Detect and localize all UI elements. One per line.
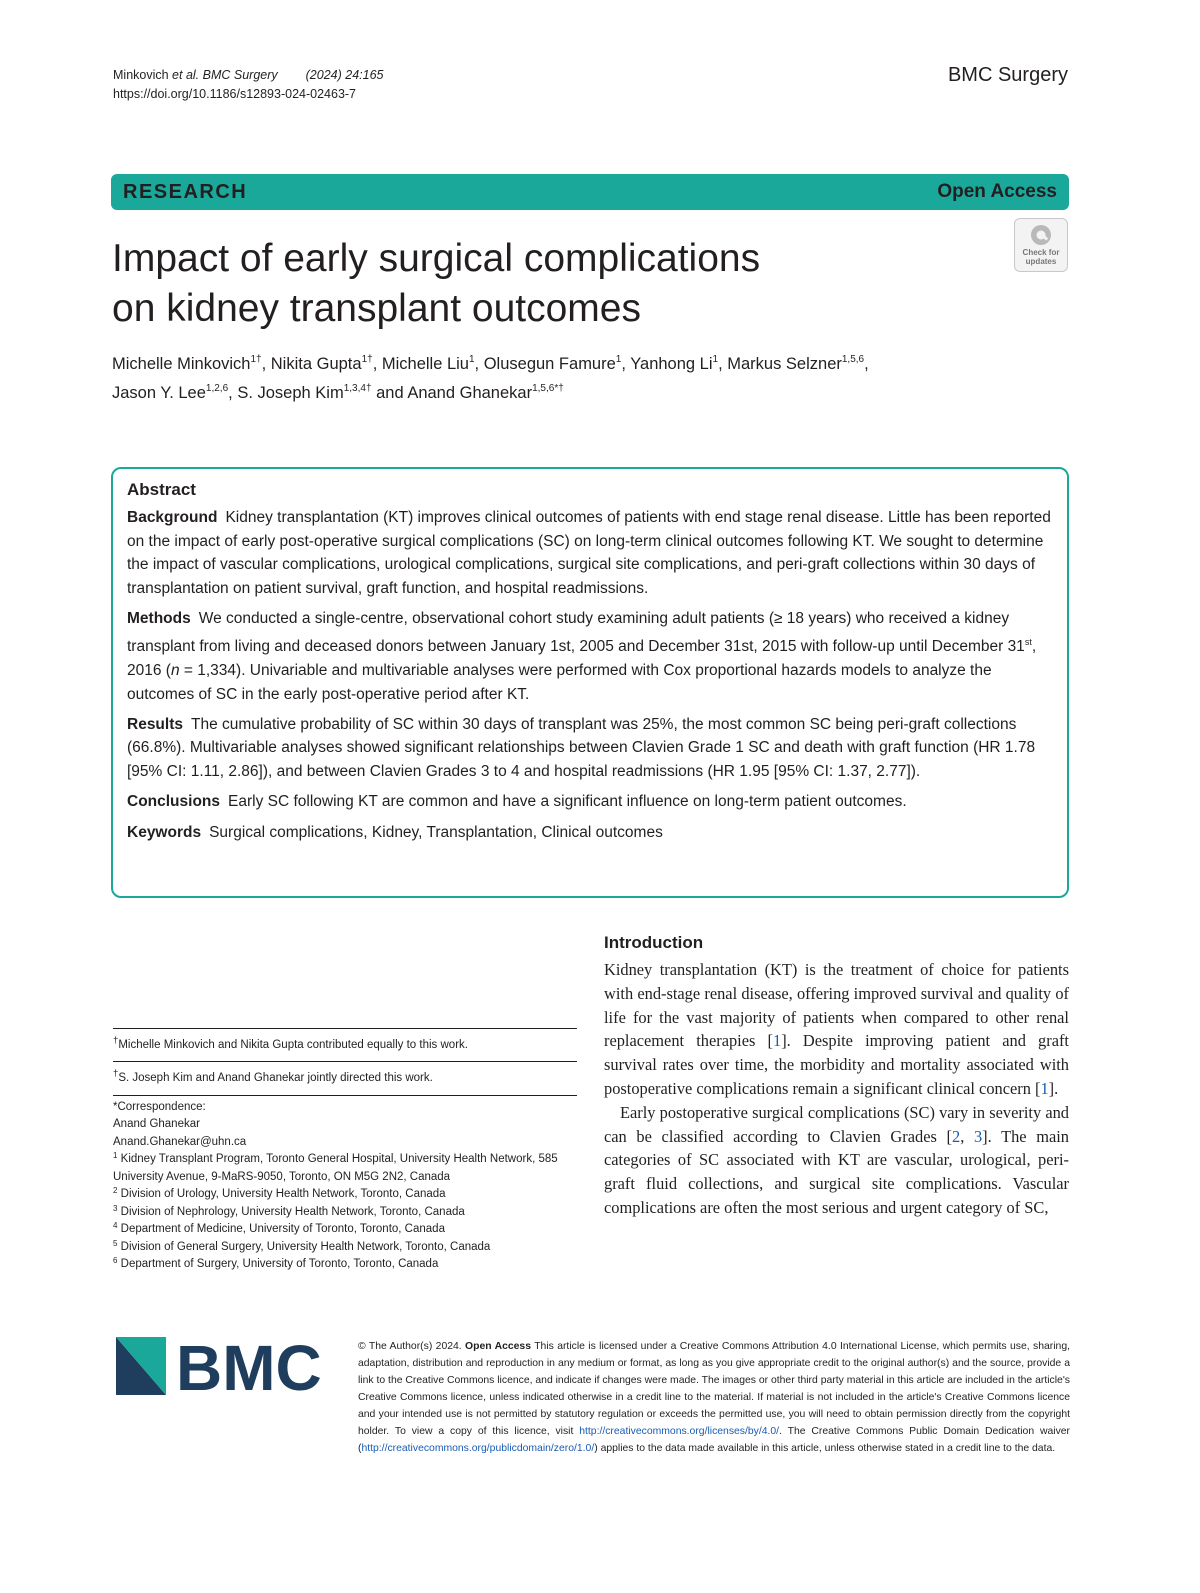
correspondence: *Correspondence: Anand Ghanekar Anand.Ghanekar@uhn.ca $^1$ Kidney Transplant Program, Toronto General Hospital, University Health Network, 585 University Avenue, 9-MaRS-9050, Toronto, ON M5G 2N2, Canada $^2$ Division of Urology, University Health Network, Toronto, Canada $^3$ Division of Nephrology, University Health Network, Toronto, Canada $^4$ Department of Medicine, University of Toronto, Toronto, Canada $^5$ Division of General Surgery, University Health Network, Toronto, Canada $^6$ Department of Surgery, University of Toronto, Toronto, Canada bbox=[113, 1096, 577, 1281]
correspondence-name: Anand Ghanekar bbox=[113, 1118, 200, 1131]
footnote-equal-contribution: †Michelle Minkovich and Nikita Gupta contributed equally to this work. bbox=[113, 1035, 468, 1051]
citation-year: (2024) 24:165 bbox=[305, 68, 384, 82]
footnote-joint-direction: †S. Joseph Kim and Anand Ghanekar jointly directed this work. bbox=[113, 1068, 433, 1085]
affiliation: $^2$ Division of Urology, University Health Network, Toronto, Canada bbox=[113, 1186, 446, 1201]
introduction-heading: Introduction bbox=[604, 933, 704, 952]
article-type-label: RESEARCH bbox=[123, 180, 248, 203]
license-link[interactable]: http://creativecommons.org/licenses/by/4.0/ bbox=[579, 1426, 780, 1437]
article-title: Impact of early surgical complications on kidney transplant outcomes bbox=[112, 237, 761, 330]
affiliation: $^4$ Department of Medicine, University of Toronto, Toronto, Canada bbox=[113, 1221, 445, 1236]
author[interactable]: Markus Selzner$^{1,5,6}$ bbox=[727, 354, 865, 373]
abstract-background: Background Kidney transplantation (KT) improves clinical outcomes of patients with end stage renal disease. Little has been reported on the impact of early post-operative surgical complications (SC) on long-term clinical outcomes following KT. We sought to determine the impact of vascular complications, urological complications, surgical site complications, and peri-graft collections within 30 days of transplantation on patient survival, graft function, and hospital readmissions. bbox=[127, 509, 1051, 598]
bmc-logo-text: BMC bbox=[176, 1337, 322, 1395]
doi-link[interactable]: https://doi.org/10.1186/s12893-024-02463-7 bbox=[113, 87, 357, 101]
paragraph: Kidney transplantation (KT) is the treatment of choice for patients with end-stage renal disease, offering improved survival and quality of life for the vast majority of patients when compared to other renal replacement therapies [1]. Despite improving patient and graft survival rates over time, the morbidity and mortality associated with postoperative complications remain a significant clinical concern [1]. bbox=[604, 960, 1069, 1098]
bmc-logo bbox=[116, 1337, 328, 1395]
open-access-label: Open Access bbox=[937, 181, 1057, 202]
citation-link[interactable]: 1 bbox=[1040, 1078, 1049, 1098]
abstract-results: Results The cumulative probability of SC within 30 days of transplant was 25%, the most common SC being peri-graft collections (66.8%). Multivariable analyses showed significant relationships between Clavien Grade 1 SC and death with graft function (HR 1.78 [95% CI: 1.11, 2.86]), and between Clavien Grades 3 to 4 and hospital readmissions (HR 1.95 [95% CI: 1.37, 2.77]). bbox=[127, 715, 1036, 781]
citation-journal: et al. BMC Surgery bbox=[172, 68, 278, 82]
author[interactable]: Michelle Minkovich$^{1\dagger}$ bbox=[112, 354, 262, 373]
abstract-box bbox=[111, 467, 1069, 898]
author[interactable]: Jason Y. Lee$^{1,2,6}$ bbox=[112, 383, 229, 402]
abstract-heading: Abstract bbox=[127, 480, 196, 499]
affiliation: $^6$ Department of Surgery, University of Toronto, Toronto, Canada bbox=[113, 1256, 439, 1271]
check-for-updates-button[interactable] bbox=[1014, 218, 1068, 272]
author[interactable]: Anand Ghanekar$^{1,5,6*\dagger}$ bbox=[407, 383, 564, 402]
citation-link[interactable]: 1 bbox=[772, 1031, 782, 1051]
abstract-methods: Methods We conducted a single-centre, observational cohort study examining adult patients (≥ 18 years) who received a kidney transplant from living and deceased donors between January 1st, 2005 and December 31st, 2015 with follow-up until December 31st, 2016 (n = 1,334). Univariable and multivariable analyses were performed with Cox proportional hazards models to analyze the outcomes of SC in the early post-operative period after KT. bbox=[127, 610, 1037, 703]
footnotes bbox=[113, 1028, 577, 1281]
author[interactable]: Michelle Liu$^1$ bbox=[381, 354, 475, 373]
crossmark-icon bbox=[1029, 223, 1053, 247]
citation-link[interactable]: 3 bbox=[973, 1126, 983, 1146]
paragraph: Early postoperative surgical complications (SC) vary in severity and can be classified according to Clavien Grades [2, 3]. The main categories of SC associated with KT are vascular, urological, peri-graft fluid collections, and surgical site complications. Vascular complications are often the most serious and urgent category of SC, bbox=[604, 1102, 1069, 1217]
author[interactable]: Nikita Gupta$^{1\dagger}$ bbox=[270, 354, 373, 373]
citation-line: Minkovich et al. BMC Surgery (2024) 24:165 bbox=[113, 68, 384, 82]
author-list: Michelle Minkovich$^{1\dagger}$, Nikita Gupta$^{1\dagger}$, Michelle Liu$^1$, Olusegun Famure$^1$, Yanhong Li$^1$, Markus Selzner$^{1,5,6}$, Jason Y. Lee$^{1,2,6}$, S. Joseph Kim$^{1,3,4\dagger}$ and Anand Ghanekar$^{1,5,6*\dagger}$ bbox=[112, 354, 869, 402]
affiliation: $^3$ Division of Nephrology, University Health Network, Toronto, Canada bbox=[113, 1203, 465, 1218]
running-header bbox=[113, 66, 383, 104]
journal-name: BMC Surgery bbox=[947, 64, 1068, 86]
article-type-banner bbox=[111, 174, 1069, 210]
affiliation: $^5$ Division of General Surgery, University Health Network, Toronto, Canada bbox=[113, 1238, 491, 1253]
author[interactable]: S. Joseph Kim$^{1,3,4\dagger}$ bbox=[237, 383, 372, 402]
abstract-keywords: Keywords Surgical complications, Kidney, Transplantation, Clinical outcomes bbox=[127, 823, 663, 841]
public-domain-link[interactable]: http://creativecommons.org/publicdomain/zero/1.0/ bbox=[361, 1443, 595, 1454]
affiliation: $^1$ Kidney Transplant Program, Toronto General Hospital, University Health Network, 585 University Avenue, 9-MaRS-9050, Toronto, ON M5G 2N2, Canada bbox=[113, 1151, 558, 1183]
correspondence-email[interactable]: Anand.Ghanekar@uhn.ca bbox=[113, 1135, 247, 1148]
bmc-logo-mark bbox=[116, 1337, 328, 1395]
author[interactable]: Yanhong Li$^1$ bbox=[630, 354, 719, 373]
crossmark-label: Check for updates bbox=[1022, 248, 1060, 266]
abstract-conclusions: Conclusions Early SC following KT are common and have a significant influence on long-term patient outcomes. bbox=[127, 793, 907, 811]
license-text: © The Author(s) 2024. Open Access This article is licensed under a Creative Commons Attribution 4.0 International License, which permits use, sharing, adaptation, distribution and reproduction in any medium or format, as long as you give appropriate credit to the original author(s) and the source, provide a link to the Creative Commons licence, and indicate if changes were made. The images or other third party material in this article are included in the article's Creative Commons licence, unless indicated otherwise in a credit line to the material. If material is not included in the article's Creative Commons licence and your intended use is not permitted by statutory regulation or exceeds the permitted use, you will need to obtain permission directly from the copyright holder. To view a copy of this licence, visit http://creativecommons.org/licenses/by/4.0/. The Creative Commons Public Domain Dedication waiver (http://creativecommons.org/publicdomain/zero/1.0/) applies to the data made available in this article, unless otherwise stated in a credit line to the data. bbox=[358, 1341, 1071, 1454]
author[interactable]: Olusegun Famure$^1$ bbox=[483, 354, 622, 373]
citation-link[interactable]: 2 bbox=[951, 1126, 961, 1146]
introduction-body bbox=[604, 958, 1069, 1220]
